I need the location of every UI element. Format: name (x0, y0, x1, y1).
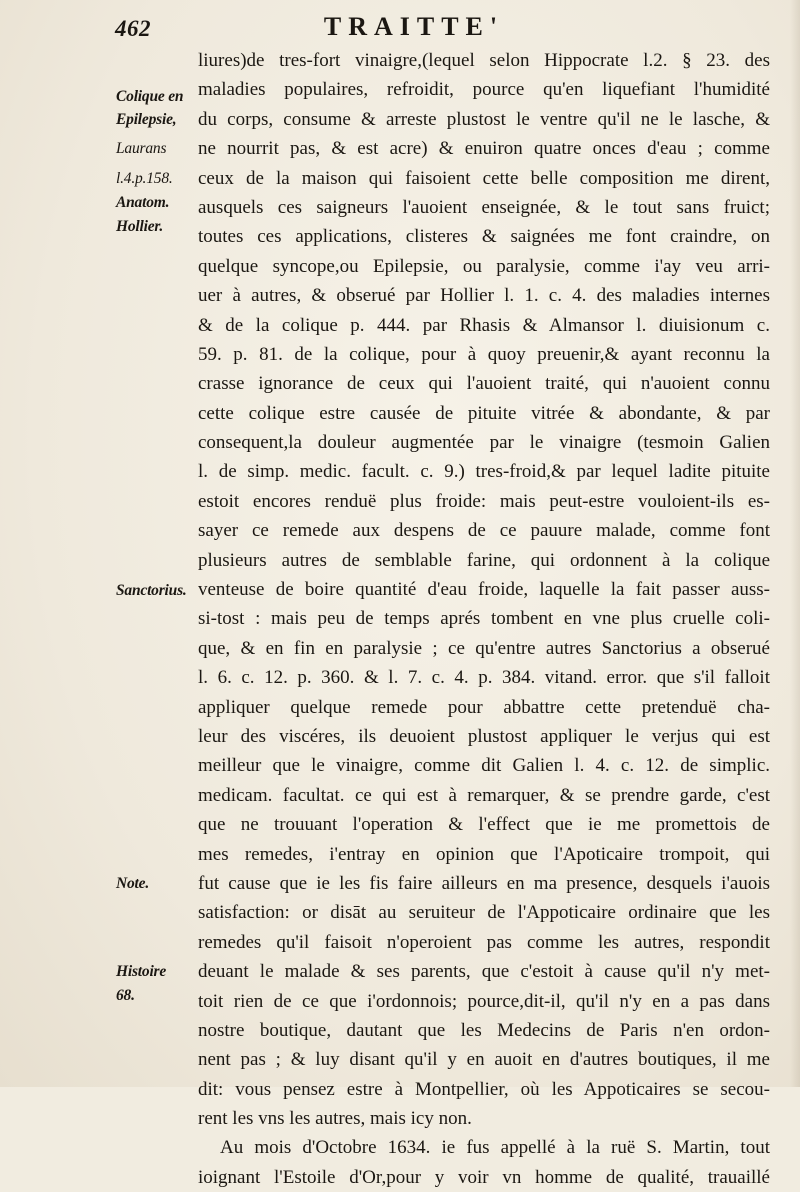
running-title: TRAITTE' (323, 12, 505, 41)
margin-note-anatom: Anatom. (116, 194, 170, 211)
text-line: rent les vns les autres, mais icy non. (198, 1108, 472, 1130)
text-line: & de la colique p. 444. par Rhasis & Almansor l. diuisionum c. (198, 314, 770, 336)
text-line: toit rien de ce que i'ordonnois; pource,dit-il, qu'il n'y en a pas dans (198, 990, 770, 1012)
text-line: remedes qu'il faisoit n'operoient pas comme les autres, respondit (198, 931, 770, 953)
text-line: Au mois d'Octobre 1634. ie fus appellé à la ruë S. Martin, tout (220, 1137, 770, 1159)
text-line: estoit encores renduë plus froide: mais peut-estre vouloient-ils es- (198, 490, 770, 512)
text-line: cette colique estre causée de pituite vitrée & abondante, & par (198, 402, 770, 424)
text-line: fut cause que ie les fis faire ailleurs en ma presence, desquels i'auois (198, 872, 770, 894)
text-line: venteuse de boire quantité d'eau froide, laquelle la fait passer auss- (198, 579, 770, 601)
margin-note-histoire-line1: Histoire (116, 963, 167, 980)
margin-note-note: Note. (116, 875, 150, 892)
text-line: du corps, consume & arreste plustost le ventre qu'il ne le lasche, & (198, 108, 770, 130)
text-line: ausquels ces saigneurs l'auoient enseignée, & le tout sans fruict; (198, 196, 770, 218)
text-line: medicam. facultat. ce qui est à remarquer, & se prendre garde, c'est (198, 784, 770, 806)
text-line: leur des viscéres, ils deuoient plustost appliquer le verjus qui est (198, 725, 770, 747)
text-line: quelque syncope,ou Epilepsie, ou paralysie, comme i'ay veu arri- (198, 255, 770, 277)
text-line: l. de simp. medic. facult. c. 9.) tres-froid,& par lequel ladite pituite (198, 461, 770, 483)
margin-note-laurans-line2: l.4.p.158. (116, 170, 173, 187)
text-line: ne nourrit pas, & est acre) & enuiron quatre onces d'eau ; comme (198, 138, 770, 160)
text-line: plusieurs autres de semblable farine, qui ordonnent à la colique (198, 549, 770, 571)
text-line: toutes ces applications, clisteres & saignées me font craindre, on (198, 226, 770, 248)
text-line: nostre boutique, dautant que les Medecins de Paris n'en ordon- (198, 1019, 770, 1041)
text-line: crasse ignorance de ceux qui l'auoient traité, qui n'auoient connu (198, 373, 770, 395)
margin-note-laurans-line1: Laurans (116, 140, 167, 157)
text-line: deuant le malade & ses parents, que c'estoit à cause qu'il n'y met- (198, 961, 770, 983)
margin-note-hollier: Hollier. (116, 218, 164, 235)
text-line: ceux de la maison qui faisoient cette belle composition me dirent, (198, 167, 770, 189)
text-line: consequent,la douleur augmentée par le vinaigre (tesmoin Galien (198, 432, 770, 454)
margin-note-sanctorius: Sanctorius. (116, 582, 187, 599)
page-number: 462 (115, 16, 151, 41)
text-line: ioignant l'Estoile d'Or,pour y voir vn homme de qualité, trauaillé (198, 1166, 770, 1188)
text-line: 59. p. 81. de la colique, pour à quoy preuenir,& ayant reconnu la (198, 343, 770, 365)
text-line: dit: vous pensez estre à Montpellier, où les Appoticaires se secou- (198, 1078, 770, 1100)
text-line: satisfaction: or disāt au seruiteur de l'Appoticaire ordinaire que les (198, 902, 770, 924)
margin-note-colique-line2: Epilepsie, (116, 111, 177, 128)
body-text (198, 46, 770, 1192)
text-line: sayer ce remede aux despens de ce pauure malade, comme font (198, 520, 770, 542)
margin-note-histoire-line2: 68. (116, 987, 135, 1004)
text-line: meilleur que le vinaigre, comme dit Galien l. 4. c. 12. de simplic. (198, 755, 770, 777)
text-line: que, & en fin en paralysie ; ce qu'entre autres Sanctorius a obserué (198, 637, 770, 659)
margin-note-colique-line1: Colique en (116, 88, 184, 105)
text-line: mes remedes, i'entray en opinion que l'Apoticaire trompoit, qui (198, 843, 770, 865)
text-line: nent pas ; & luy disant qu'il y en auoit en d'autres boutiques, il me (198, 1049, 770, 1071)
text-line: l. 6. c. 12. p. 360. & l. 7. c. 4. p. 384. vitand. error. que s'il falloit (198, 667, 770, 689)
text-line: uer à autres, & obserué par Hollier l. 1. c. 4. des maladies internes (198, 285, 770, 307)
text-line: appliquer quelque remede pour abbattre cette pretenduë cha- (198, 696, 770, 718)
text-line: si-tost : mais peu de temps aprés tombent en vne plus cruelle coli- (198, 608, 770, 630)
text-line: maladies populaires, refroidit, pource qu'en liquefiant l'humidité (198, 79, 770, 101)
page-gutter-shadow (790, 0, 800, 1087)
text-line: liures)de tres-fort vinaigre,(lequel selon Hippocrate l.2. § 23. des (198, 50, 770, 71)
text-line: que ne trouuant l'operation & l'effect que ie me promettois de (198, 814, 770, 836)
page-header (0, 12, 800, 48)
